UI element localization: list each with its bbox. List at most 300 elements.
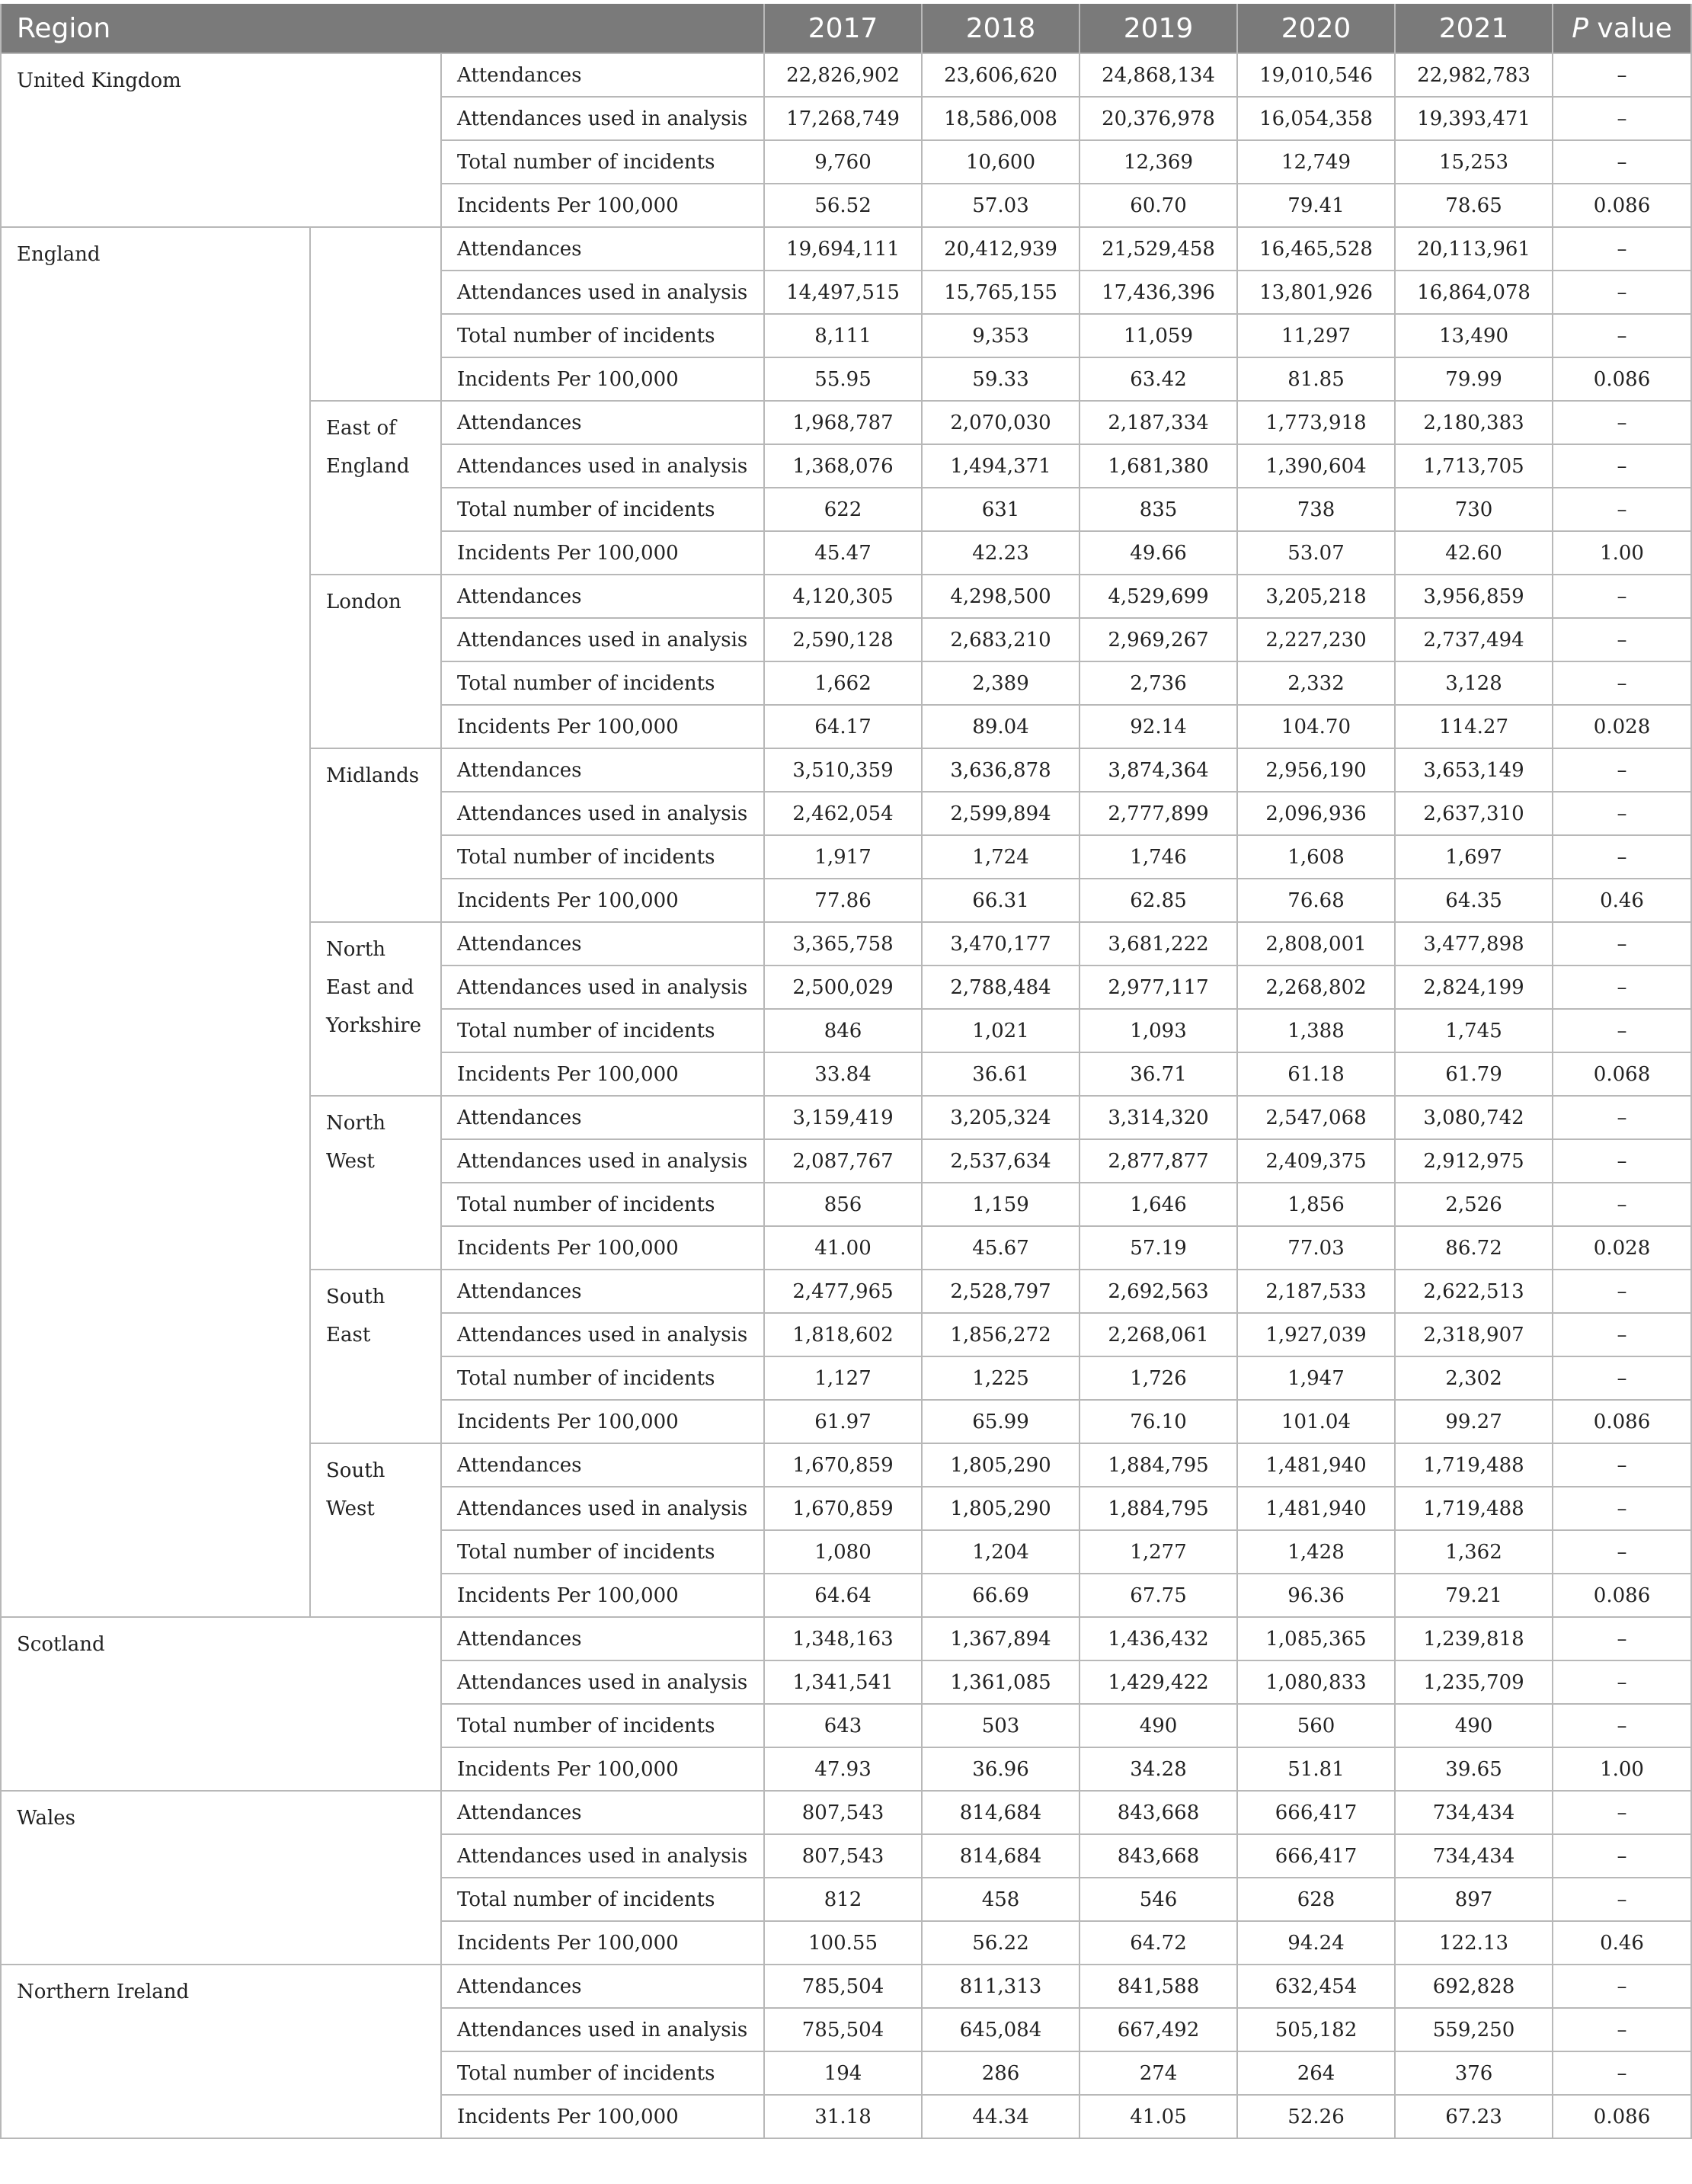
year-value-cell-2017: 100.55 [764,1921,922,1965]
year-value-cell-2018: 42.23 [922,531,1079,575]
p-value-cell: – [1553,1356,1691,1400]
year-value-cell-2020: 1,856 [1237,1183,1395,1226]
year-value-cell-2017: 22,826,902 [764,53,922,97]
year-value-cell-2020: 2,187,533 [1237,1270,1395,1313]
year-value-cell-2017: 622 [764,488,922,531]
year-value-cell-2018: 2,528,797 [922,1270,1079,1313]
year-value-cell-2021: 490 [1395,1704,1553,1747]
year-value-cell-2019: 62.85 [1079,879,1237,922]
year-value-cell-2020: 16,054,358 [1237,97,1395,140]
year-value-cell-2018: 1,494,371 [922,444,1079,488]
header-year-2020: 2020 [1237,4,1395,53]
metric-label: Total number of incidents [441,1530,764,1574]
year-value-cell-2019: 274 [1079,2051,1237,2095]
metric-label: Attendances used in analysis [441,792,764,835]
year-value-cell-2021: 3,653,149 [1395,748,1553,792]
p-value-cell: – [1553,2051,1691,2095]
year-value-cell-2021: 1,235,709 [1395,1660,1553,1704]
year-value-cell-2021: 2,302 [1395,1356,1553,1400]
year-value-cell-2019: 843,668 [1079,1834,1237,1878]
metric-label: Incidents Per 100,000 [441,705,764,748]
p-value-cell: – [1553,1096,1691,1139]
year-value-cell-2018: 3,470,177 [922,922,1079,966]
year-value-cell-2017: 812 [764,1878,922,1921]
year-value-cell-2017: 14,497,515 [764,271,922,314]
p-value-cell: – [1553,1139,1691,1183]
year-value-cell-2020: 2,096,936 [1237,792,1395,835]
year-value-cell-2018: 2,599,894 [922,792,1079,835]
year-value-cell-2017: 2,462,054 [764,792,922,835]
metric-label: Incidents Per 100,000 [441,184,764,227]
metric-label: Total number of incidents [441,314,764,357]
p-value-cell: – [1553,966,1691,1009]
year-value-cell-2019: 1,429,422 [1079,1660,1237,1704]
year-value-cell-2021: 122.13 [1395,1921,1553,1965]
year-value-cell-2018: 89.04 [922,705,1079,748]
year-value-cell-2020: 1,428 [1237,1530,1395,1574]
year-value-cell-2019: 2,187,334 [1079,401,1237,444]
year-value-cell-2018: 2,537,634 [922,1139,1079,1183]
year-value-cell-2019: 2,877,877 [1079,1139,1237,1183]
year-value-cell-2020: 632,454 [1237,1965,1395,2008]
table-row [1,1791,1691,1834]
year-value-cell-2017: 64.17 [764,705,922,748]
year-value-cell-2019: 57.19 [1079,1226,1237,1270]
region-cell: Wales [1,1791,441,1965]
p-value-cell: 0.086 [1553,357,1691,401]
subregion-cell: Midlands [310,748,441,922]
p-value-cell: – [1553,618,1691,661]
year-value-cell-2017: 55.95 [764,357,922,401]
metric-label: Attendances [441,227,764,271]
year-value-cell-2020: 12,749 [1237,140,1395,184]
year-value-cell-2018: 36.96 [922,1747,1079,1791]
p-value-cell: – [1553,1704,1691,1747]
region-incidents-table [0,4,1692,2139]
year-value-cell-2018: 1,021 [922,1009,1079,1052]
year-value-cell-2019: 2,268,061 [1079,1313,1237,1356]
p-value-cell: 0.086 [1553,1400,1691,1443]
year-value-cell-2021: 2,318,907 [1395,1313,1553,1356]
p-value-cell: – [1553,444,1691,488]
metric-label: Attendances used in analysis [441,97,764,140]
year-value-cell-2017: 31.18 [764,2095,922,2138]
subregion-cell [310,227,441,401]
year-value-cell-2017: 856 [764,1183,922,1226]
year-value-cell-2021: 3,956,859 [1395,575,1553,618]
metric-label: Incidents Per 100,000 [441,1574,764,1617]
year-value-cell-2018: 1,805,290 [922,1487,1079,1530]
year-value-cell-2021: 19,393,471 [1395,97,1553,140]
year-value-cell-2020: 1,388 [1237,1009,1395,1052]
year-value-cell-2019: 64.72 [1079,1921,1237,1965]
metric-label: Attendances used in analysis [441,1313,764,1356]
year-value-cell-2018: 645,084 [922,2008,1079,2051]
p-value-cell: 0.086 [1553,1574,1691,1617]
year-value-cell-2020: 52.26 [1237,2095,1395,2138]
year-value-cell-2019: 843,668 [1079,1791,1237,1834]
year-value-cell-2021: 2,824,199 [1395,966,1553,1009]
year-value-cell-2017: 1,670,859 [764,1487,922,1530]
year-value-cell-2017: 41.00 [764,1226,922,1270]
year-value-cell-2017: 3,159,419 [764,1096,922,1139]
metric-label: Total number of incidents [441,661,764,705]
year-value-cell-2017: 1,348,163 [764,1617,922,1660]
p-value-cell: 0.028 [1553,1226,1691,1270]
year-value-cell-2020: 104.70 [1237,705,1395,748]
metric-label: Attendances [441,53,764,97]
year-value-cell-2019: 3,314,320 [1079,1096,1237,1139]
year-value-cell-2017: 3,365,758 [764,922,922,966]
year-value-cell-2021: 99.27 [1395,1400,1553,1443]
year-value-cell-2021: 3,080,742 [1395,1096,1553,1139]
header-year-2019: 2019 [1079,4,1237,53]
metric-label: Total number of incidents [441,488,764,531]
year-value-cell-2019: 2,736 [1079,661,1237,705]
subregion-cell: South West [310,1443,441,1617]
year-value-cell-2021: 42.60 [1395,531,1553,575]
year-value-cell-2018: 631 [922,488,1079,531]
year-value-cell-2019: 21,529,458 [1079,227,1237,271]
p-value-cell: 0.086 [1553,2095,1691,2138]
year-value-cell-2019: 1,436,432 [1079,1617,1237,1660]
year-value-cell-2020: 11,297 [1237,314,1395,357]
year-value-cell-2019: 490 [1079,1704,1237,1747]
year-value-cell-2021: 1,719,488 [1395,1443,1553,1487]
year-value-cell-2018: 15,765,155 [922,271,1079,314]
year-value-cell-2017: 1,968,787 [764,401,922,444]
year-value-cell-2020: 2,808,001 [1237,922,1395,966]
year-value-cell-2018: 10,600 [922,140,1079,184]
year-value-cell-2018: 23,606,620 [922,53,1079,97]
year-value-cell-2021: 2,912,975 [1395,1139,1553,1183]
p-value-cell: 0.46 [1553,879,1691,922]
header-year-2021: 2021 [1395,4,1553,53]
p-value-cell: – [1553,271,1691,314]
year-value-cell-2021: 79.21 [1395,1574,1553,1617]
year-value-cell-2020: 1,927,039 [1237,1313,1395,1356]
year-value-cell-2018: 286 [922,2051,1079,2095]
metric-label: Incidents Per 100,000 [441,531,764,575]
year-value-cell-2020: 1,080,833 [1237,1660,1395,1704]
year-value-cell-2021: 86.72 [1395,1226,1553,1270]
metric-label: Attendances used in analysis [441,1834,764,1878]
year-value-cell-2019: 667,492 [1079,2008,1237,2051]
p-value-cell: – [1553,1617,1691,1660]
year-value-cell-2019: 36.71 [1079,1052,1237,1096]
year-value-cell-2018: 59.33 [922,357,1079,401]
year-value-cell-2019: 2,777,899 [1079,792,1237,835]
year-value-cell-2017: 785,504 [764,1965,922,2008]
year-value-cell-2017: 3,510,359 [764,748,922,792]
region-cell: United Kingdom [1,53,441,227]
year-value-cell-2021: 114.27 [1395,705,1553,748]
year-value-cell-2018: 2,070,030 [922,401,1079,444]
metric-label: Attendances used in analysis [441,271,764,314]
year-value-cell-2019: 835 [1079,488,1237,531]
subregion-cell: London [310,575,441,748]
p-value-cell: – [1553,97,1691,140]
year-value-cell-2021: 1,745 [1395,1009,1553,1052]
metric-label: Total number of incidents [441,1878,764,1921]
year-value-cell-2020: 1,481,940 [1237,1443,1395,1487]
year-value-cell-2020: 94.24 [1237,1921,1395,1965]
year-value-cell-2019: 841,588 [1079,1965,1237,2008]
year-value-cell-2020: 1,947 [1237,1356,1395,1400]
year-value-cell-2020: 505,182 [1237,2008,1395,2051]
metric-label: Attendances used in analysis [441,444,764,488]
year-value-cell-2021: 1,713,705 [1395,444,1553,488]
metric-label: Total number of incidents [441,1183,764,1226]
year-value-cell-2019: 1,726 [1079,1356,1237,1400]
year-value-cell-2019: 67.75 [1079,1574,1237,1617]
p-value-cell: – [1553,1965,1691,2008]
year-value-cell-2020: 76.68 [1237,879,1395,922]
year-value-cell-2020: 738 [1237,488,1395,531]
year-value-cell-2020: 81.85 [1237,357,1395,401]
year-value-cell-2019: 24,868,134 [1079,53,1237,97]
year-value-cell-2017: 807,543 [764,1791,922,1834]
year-value-cell-2021: 897 [1395,1878,1553,1921]
p-value-cell: 0.028 [1553,705,1691,748]
year-value-cell-2018: 3,205,324 [922,1096,1079,1139]
year-value-cell-2017: 785,504 [764,2008,922,2051]
year-value-cell-2020: 1,390,604 [1237,444,1395,488]
year-value-cell-2017: 64.64 [764,1574,922,1617]
year-value-cell-2019: 546 [1079,1878,1237,1921]
year-value-cell-2017: 1,670,859 [764,1443,922,1487]
subregion-cell: South East [310,1270,441,1443]
year-value-cell-2018: 66.31 [922,879,1079,922]
year-value-cell-2017: 19,694,111 [764,227,922,271]
year-value-cell-2017: 56.52 [764,184,922,227]
year-value-cell-2021: 730 [1395,488,1553,531]
year-value-cell-2019: 34.28 [1079,1747,1237,1791]
year-value-cell-2017: 47.93 [764,1747,922,1791]
year-value-cell-2021: 2,622,513 [1395,1270,1553,1313]
year-value-cell-2019: 1,681,380 [1079,444,1237,488]
year-value-cell-2018: 44.34 [922,2095,1079,2138]
year-value-cell-2020: 79.41 [1237,184,1395,227]
year-value-cell-2020: 560 [1237,1704,1395,1747]
metric-label: Incidents Per 100,000 [441,1921,764,1965]
year-value-cell-2018: 1,367,894 [922,1617,1079,1660]
year-value-cell-2020: 2,956,190 [1237,748,1395,792]
year-value-cell-2021: 559,250 [1395,2008,1553,2051]
p-value-cell: – [1553,1487,1691,1530]
year-value-cell-2021: 20,113,961 [1395,227,1553,271]
year-value-cell-2021: 2,737,494 [1395,618,1553,661]
year-value-cell-2017: 2,477,965 [764,1270,922,1313]
year-value-cell-2019: 3,874,364 [1079,748,1237,792]
year-value-cell-2020: 1,773,918 [1237,401,1395,444]
year-value-cell-2021: 1,719,488 [1395,1487,1553,1530]
year-value-cell-2018: 20,412,939 [922,227,1079,271]
metric-label: Total number of incidents [441,1704,764,1747]
year-value-cell-2020: 77.03 [1237,1226,1395,1270]
metric-label: Attendances used in analysis [441,618,764,661]
year-value-cell-2021: 2,180,383 [1395,401,1553,444]
p-value-cell: – [1553,1791,1691,1834]
year-value-cell-2021: 61.79 [1395,1052,1553,1096]
year-value-cell-2021: 2,526 [1395,1183,1553,1226]
year-value-cell-2018: 56.22 [922,1921,1079,1965]
year-value-cell-2020: 16,465,528 [1237,227,1395,271]
metric-label: Attendances [441,1270,764,1313]
p-value-cell: – [1553,1183,1691,1226]
p-value-cell: – [1553,1443,1691,1487]
p-value-cell: – [1553,1660,1691,1704]
year-value-cell-2021: 734,434 [1395,1834,1553,1878]
metric-label: Attendances [441,1096,764,1139]
header-p-value [1553,4,1691,53]
table-row [1,1617,1691,1660]
p-value-cell: – [1553,748,1691,792]
year-value-cell-2017: 846 [764,1009,922,1052]
year-value-cell-2018: 9,353 [922,314,1079,357]
year-value-cell-2019: 60.70 [1079,184,1237,227]
year-value-cell-2020: 2,409,375 [1237,1139,1395,1183]
year-value-cell-2017: 4,120,305 [764,575,922,618]
year-value-cell-2017: 8,111 [764,314,922,357]
year-value-cell-2021: 1,239,818 [1395,1617,1553,1660]
year-value-cell-2017: 17,268,749 [764,97,922,140]
year-value-cell-2021: 2,637,310 [1395,792,1553,835]
p-value-cell: 0.068 [1553,1052,1691,1096]
year-value-cell-2020: 1,085,365 [1237,1617,1395,1660]
metric-label: Attendances used in analysis [441,1139,764,1183]
p-value-cell: – [1553,1270,1691,1313]
metric-label: Attendances used in analysis [441,1487,764,1530]
year-value-cell-2017: 194 [764,2051,922,2095]
metric-label: Total number of incidents [441,1356,764,1400]
year-value-cell-2019: 20,376,978 [1079,97,1237,140]
table-body [1,53,1691,2138]
year-value-cell-2019: 3,681,222 [1079,922,1237,966]
year-value-cell-2018: 2,389 [922,661,1079,705]
metric-label: Total number of incidents [441,835,764,879]
year-value-cell-2019: 1,884,795 [1079,1443,1237,1487]
year-value-cell-2019: 2,692,563 [1079,1270,1237,1313]
metric-label: Attendances [441,1791,764,1834]
year-value-cell-2018: 1,724 [922,835,1079,879]
year-value-cell-2021: 67.23 [1395,2095,1553,2138]
p-value-cell: 1.00 [1553,531,1691,575]
year-value-cell-2019: 1,746 [1079,835,1237,879]
year-value-cell-2017: 807,543 [764,1834,922,1878]
p-value-cell: – [1553,53,1691,97]
year-value-cell-2021: 3,128 [1395,661,1553,705]
p-value-cell: – [1553,835,1691,879]
metric-label: Attendances used in analysis [441,966,764,1009]
year-value-cell-2019: 49.66 [1079,531,1237,575]
year-value-cell-2019: 2,969,267 [1079,618,1237,661]
year-value-cell-2018: 811,313 [922,1965,1079,2008]
year-value-cell-2020: 264 [1237,2051,1395,2095]
p-value-cell: – [1553,1530,1691,1574]
year-value-cell-2020: 2,227,230 [1237,618,1395,661]
p-value-cell: 1.00 [1553,1747,1691,1791]
subregion-cell: North East and Yorkshire [310,922,441,1096]
year-value-cell-2021: 16,864,078 [1395,271,1553,314]
region-cell: Northern Ireland [1,1965,441,2138]
year-value-cell-2020: 628 [1237,1878,1395,1921]
year-value-cell-2018: 36.61 [922,1052,1079,1096]
year-value-cell-2021: 22,982,783 [1395,53,1553,97]
year-value-cell-2020: 101.04 [1237,1400,1395,1443]
subregion-cell: East of England [310,401,441,575]
metric-label: Incidents Per 100,000 [441,1226,764,1270]
year-value-cell-2019: 41.05 [1079,2095,1237,2138]
year-value-cell-2021: 1,362 [1395,1530,1553,1574]
year-value-cell-2020: 96.36 [1237,1574,1395,1617]
metric-label: Attendances [441,1965,764,2008]
year-value-cell-2021: 1,697 [1395,835,1553,879]
year-value-cell-2020: 2,268,802 [1237,966,1395,1009]
metric-label: Attendances used in analysis [441,1660,764,1704]
year-value-cell-2020: 53.07 [1237,531,1395,575]
metric-label: Attendances used in analysis [441,2008,764,2051]
p-value-cell: – [1553,488,1691,531]
year-value-cell-2019: 63.42 [1079,357,1237,401]
year-value-cell-2018: 1,361,085 [922,1660,1079,1704]
table-row [1,1965,1691,2008]
p-value-cell: – [1553,2008,1691,2051]
year-value-cell-2018: 2,683,210 [922,618,1079,661]
metric-label: Incidents Per 100,000 [441,357,764,401]
metric-label: Incidents Per 100,000 [441,1747,764,1791]
p-value-cell: – [1553,1878,1691,1921]
p-value-cell: – [1553,314,1691,357]
table-row [1,53,1691,97]
year-value-cell-2018: 814,684 [922,1834,1079,1878]
year-value-cell-2017: 1,341,541 [764,1660,922,1704]
year-value-cell-2019: 2,977,117 [1079,966,1237,1009]
year-value-cell-2018: 45.67 [922,1226,1079,1270]
metric-label: Attendances [441,1443,764,1487]
p-value-cell: – [1553,1313,1691,1356]
p-value-cell: – [1553,661,1691,705]
year-value-cell-2018: 2,788,484 [922,966,1079,1009]
table-header [1,4,1691,53]
year-value-cell-2017: 1,368,076 [764,444,922,488]
year-value-cell-2021: 79.99 [1395,357,1553,401]
year-value-cell-2021: 64.35 [1395,879,1553,922]
header-year-2017: 2017 [764,4,922,53]
subregion-cell: North West [310,1096,441,1270]
year-value-cell-2018: 4,298,500 [922,575,1079,618]
year-value-cell-2021: 13,490 [1395,314,1553,357]
year-value-cell-2019: 12,369 [1079,140,1237,184]
year-value-cell-2021: 734,434 [1395,1791,1553,1834]
year-value-cell-2020: 2,547,068 [1237,1096,1395,1139]
year-value-cell-2020: 2,332 [1237,661,1395,705]
p-value-cell: – [1553,227,1691,271]
year-value-cell-2017: 1,917 [764,835,922,879]
year-value-cell-2017: 643 [764,1704,922,1747]
p-value-cell: – [1553,792,1691,835]
header-p-rest: value [1588,12,1672,44]
year-value-cell-2018: 1,159 [922,1183,1079,1226]
year-value-cell-2020: 1,481,940 [1237,1487,1395,1530]
year-value-cell-2021: 15,253 [1395,140,1553,184]
p-value-cell: – [1553,1834,1691,1878]
p-value-cell: – [1553,575,1691,618]
p-value-cell: – [1553,401,1691,444]
year-value-cell-2019: 1,093 [1079,1009,1237,1052]
p-value-cell: 0.086 [1553,184,1691,227]
region-cell: England [1,227,310,1617]
